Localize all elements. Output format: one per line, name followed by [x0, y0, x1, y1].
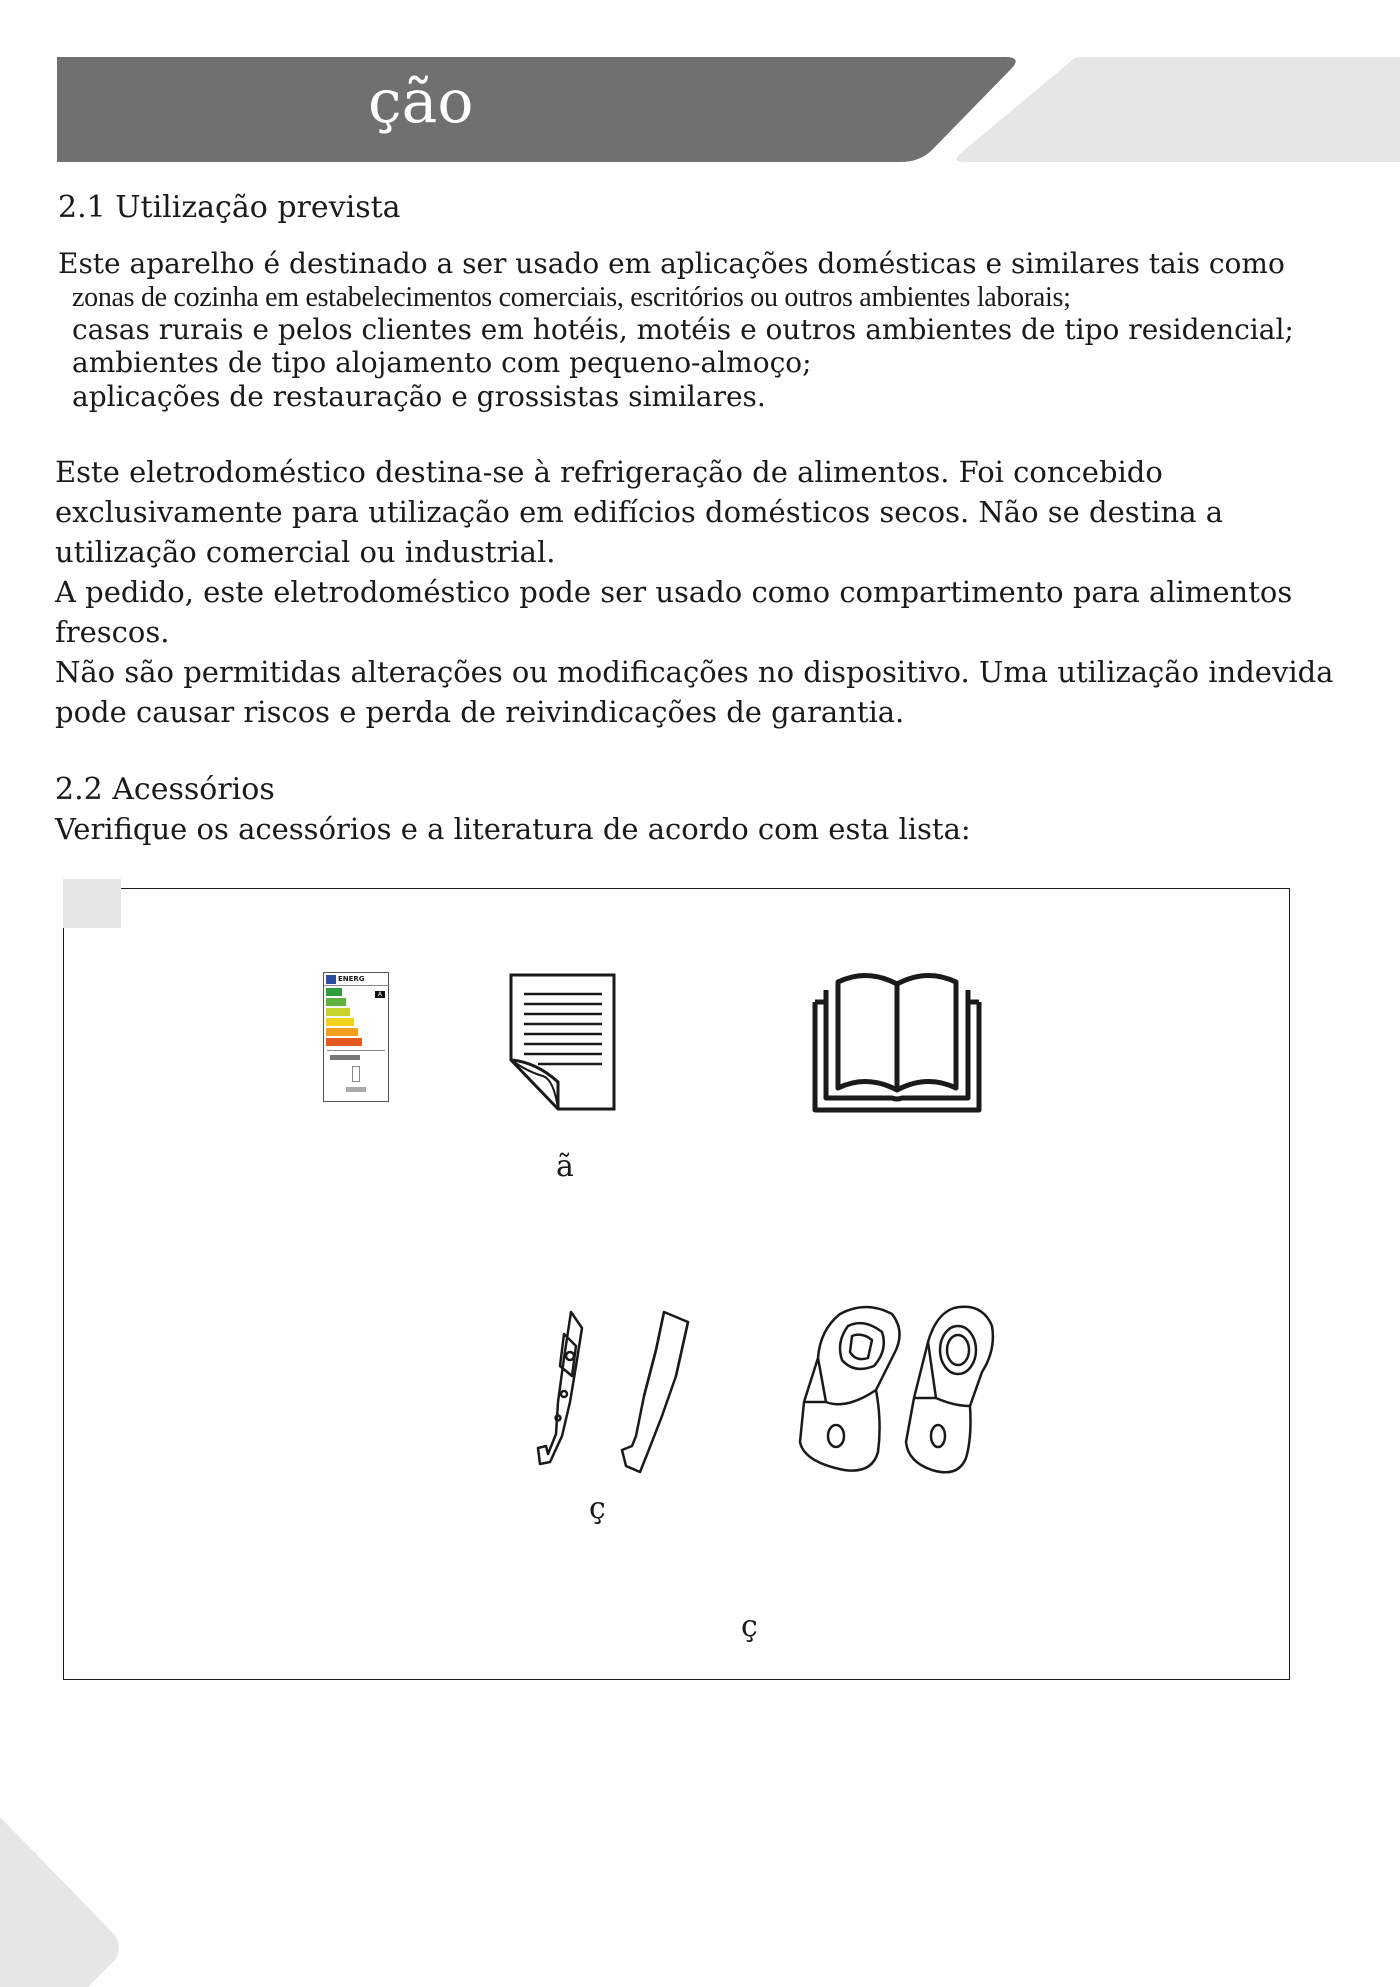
document-icon — [508, 972, 618, 1112]
energy-brand-text: ENERG — [338, 975, 365, 983]
use-item: aplicações de restauração e grossistas similares. — [72, 380, 766, 413]
header-bar — [57, 57, 1016, 162]
accessories-box-tab — [63, 879, 121, 928]
accessories-box — [63, 888, 1290, 1680]
use-item: ambientes de tipo alojamento com pequeno-almoço; — [72, 346, 812, 379]
paragraph: Este eletrodoméstico destina-se à refrigeração de alimentos. Foi concebido exclusivamente para utilização em edifícios domésticos secos. Não se destina a utilização comercial ou industrial. — [55, 455, 1224, 569]
section-heading-accessories: 2.2 Acessórios — [55, 772, 275, 807]
hinge-parts-icon — [536, 1306, 696, 1476]
intro-line: Este aparelho é destinado a ser usado em aplicações domésticas e similares tais como — [58, 247, 1285, 280]
bottom-caption: ç — [741, 1609, 758, 1644]
accessories-intro: Verifique os acessórios e a literatura de acordo com esta lista: — [55, 812, 971, 846]
bottom-corner-shape — [0, 1817, 119, 1987]
energy-class-text: A — [375, 991, 385, 998]
hinges-caption: ç — [589, 1491, 606, 1526]
header-corner-shape — [957, 57, 1400, 162]
section-heading-intended-use: 2.1 Utilização prevista — [58, 190, 401, 225]
paragraph: A pedido, este eletrodoméstico pode ser usado como compartimento para alimentos frescos. — [55, 575, 1293, 649]
door-stops-icon — [796, 1302, 1016, 1482]
energy-label-icon — [323, 972, 389, 1102]
paragraph: Não são permitidas alterações ou modificações no dispositivo. Uma utilização indevida pode causar riscos e perda de reivindicações de garantia. — [55, 655, 1334, 729]
use-item: casas rurais e pelos clientes em hotéis, motéis e outros ambientes de tipo residencial; — [72, 313, 1294, 346]
header-title: ção — [368, 67, 474, 137]
document-caption: ã — [556, 1149, 574, 1184]
intended-use-paragraphs — [55, 452, 1345, 732]
manual-book-icon — [812, 972, 982, 1114]
use-item: zonas de cozinha em estabelecimentos comerciais, escritórios ou outros ambientes laborais; — [72, 282, 1071, 313]
